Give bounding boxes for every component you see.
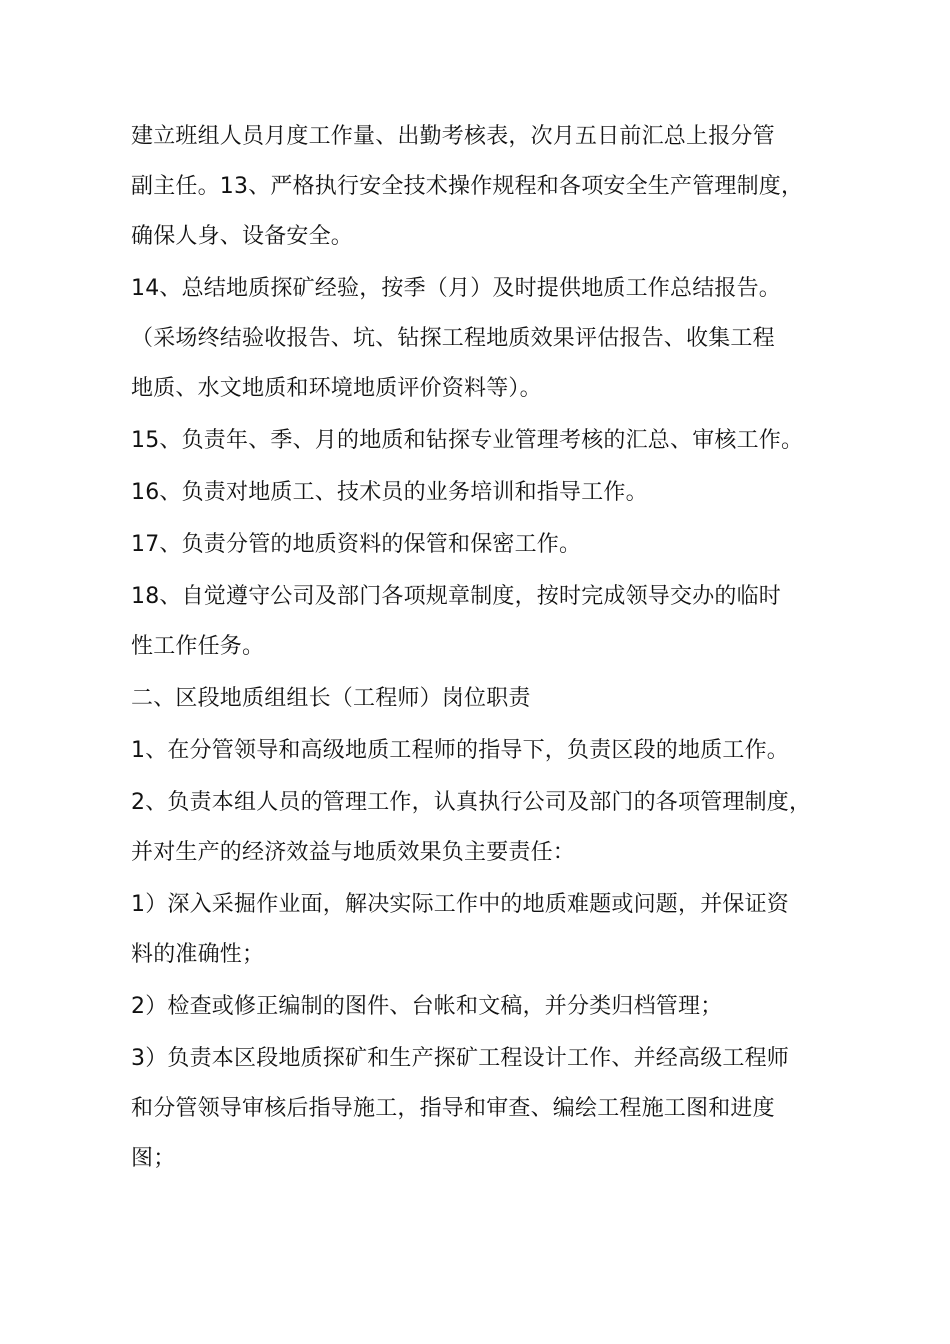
text-line: （采场终结验收报告、坑、钻探工程地质效果评估报告、收集工程 <box>131 326 775 351</box>
text-line: 地质、水文地质和环境地质评价资料等）。 <box>131 376 542 401</box>
text-line: 副主任。13、严格执行安全技术操作规程和各项安全生产管理制度， <box>131 174 804 199</box>
text-line: 料的准确性； <box>131 942 265 967</box>
text-line: 3）负责本区段地质探矿和生产探矿工程设计工作、并经高级工程师 <box>131 1046 789 1071</box>
paragraph-item-16 <box>131 468 831 518</box>
text-line: 1）深入采掘作业面，解决实际工作中的地质难题或问题，并保证资 <box>131 892 789 917</box>
paragraph-subduty-1 <box>131 880 831 980</box>
paragraph-team-assessment <box>131 112 831 262</box>
text-line: 图； <box>131 1146 176 1171</box>
paragraph-item-17 <box>131 520 831 570</box>
text-line: 14、总结地质探矿经验，按季（月）及时提供地质工作总结报告。 <box>131 276 781 301</box>
text-line: 18、自觉遵守公司及部门各项规章制度，按时完成领导交办的临时 <box>131 584 781 609</box>
paragraph-subduty-2 <box>131 982 831 1032</box>
text-line: 2、负责本组人员的管理工作，认真执行公司及部门的各项管理制度， <box>131 790 812 815</box>
section-heading <box>131 674 831 724</box>
text-line: 2）检查或修正编制的图件、台帐和文稿，并分类归档管理； <box>131 994 723 1019</box>
document-body <box>131 112 831 1184</box>
text-line: 和分管领导审核后指导施工，指导和审查、编绘工程施工图和进度 <box>131 1096 775 1121</box>
text-line: 确保人身、设备安全。 <box>131 224 354 249</box>
text-line: 建立班组人员月度工作量、出勤考核表，次月五日前汇总上报分管 <box>131 124 775 149</box>
text-line: 17、负责分管的地质资料的保管和保密工作。 <box>131 532 582 557</box>
text-line: 性工作任务。 <box>131 634 265 659</box>
paragraph-item-18 <box>131 572 831 672</box>
text-line: 16、负责对地质工、技术员的业务培训和指导工作。 <box>131 480 648 505</box>
paragraph-duty-1 <box>131 726 831 776</box>
text-line: 1、在分管领导和高级地质工程师的指导下，负责区段的地质工作。 <box>131 738 789 763</box>
paragraph-subduty-3 <box>131 1034 831 1184</box>
text-line: 15、负责年、季、月的地质和钻探专业管理考核的汇总、审核工作。 <box>131 428 804 453</box>
paragraph-item-15 <box>131 416 831 466</box>
text-line: 并对生产的经济效益与地质效果负主要责任： <box>131 840 576 865</box>
paragraph-item-14 <box>131 264 831 414</box>
paragraph-duty-2 <box>131 778 831 878</box>
text-line: 二、区段地质组组长（工程师）岗位职责 <box>131 686 531 711</box>
